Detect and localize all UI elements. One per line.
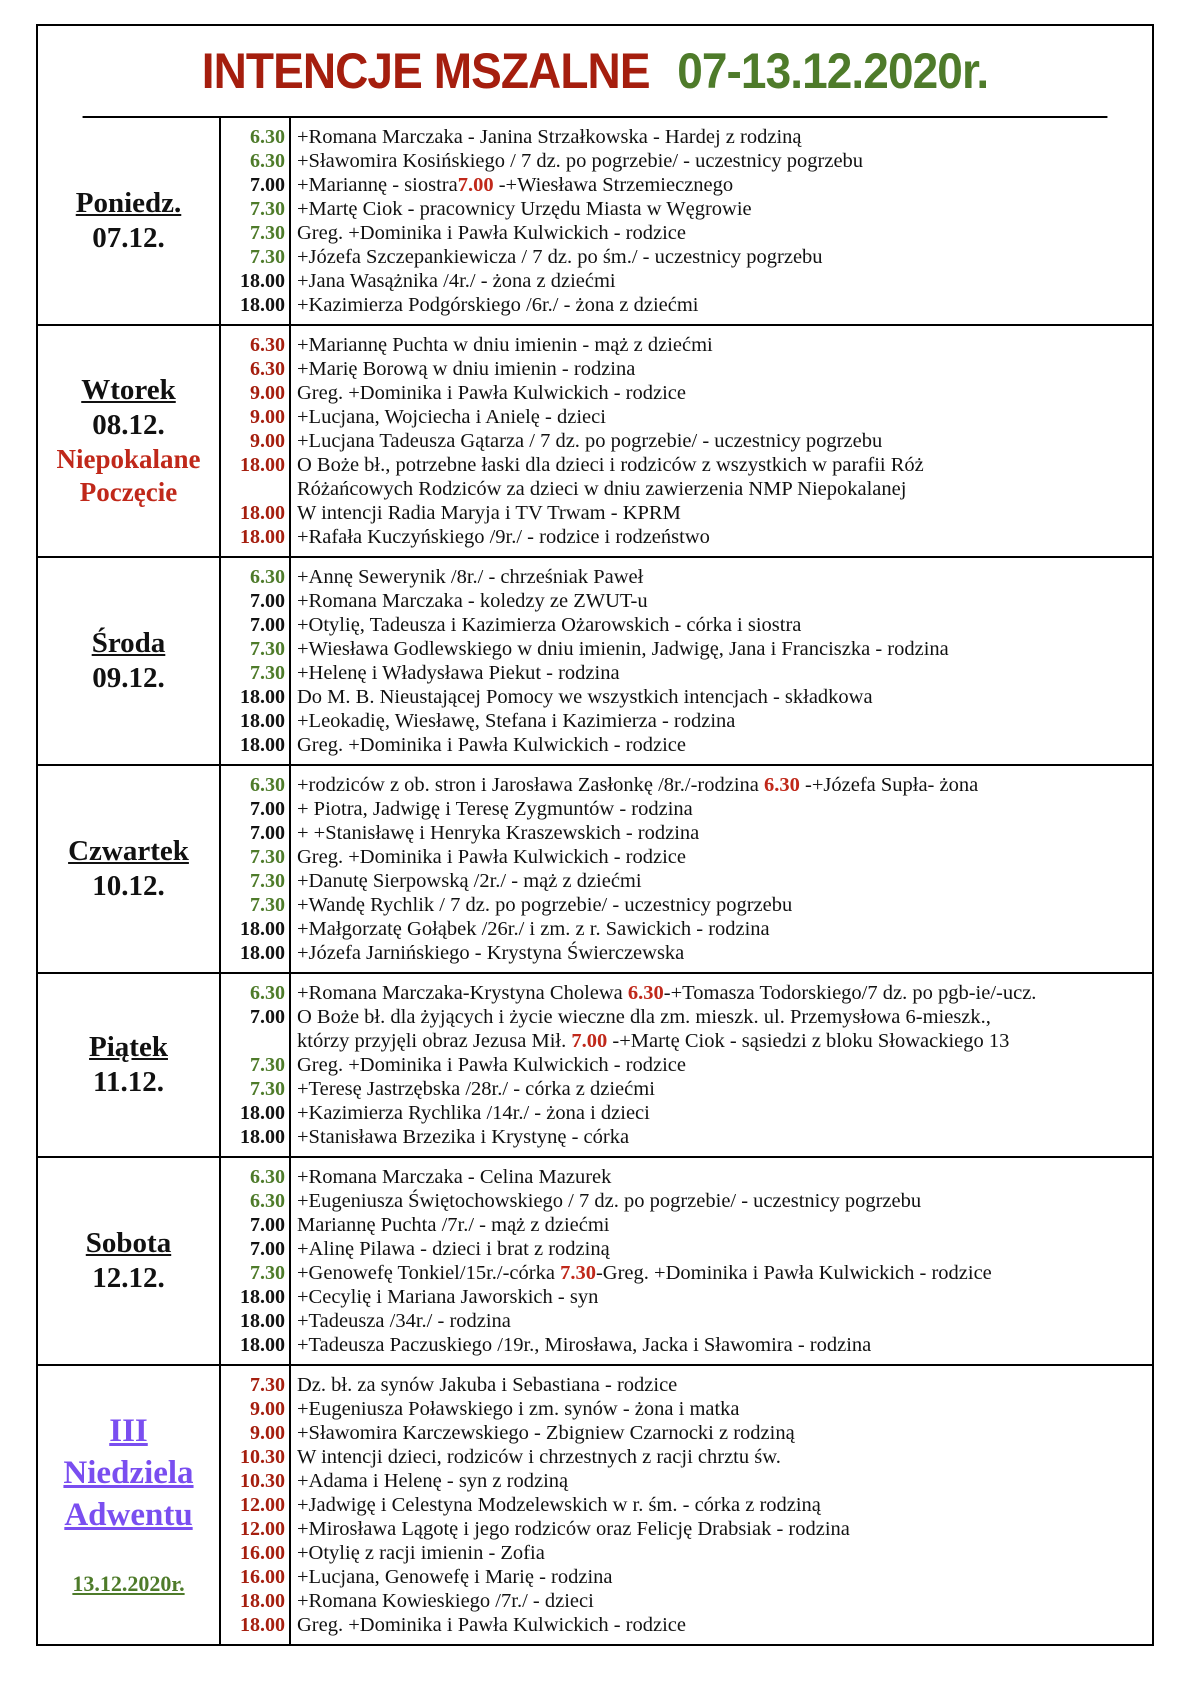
intention-text: +Otylię, Tadeusza i Kazimierza Ożarowskich - córka i siostra	[297, 614, 802, 636]
intention-text: Greg. +Dominika i Pawła Kulwickich - rodzice	[297, 734, 686, 756]
mass-time: 6.30	[250, 334, 285, 356]
day-name: Piątek	[89, 1031, 168, 1063]
mass-time: 7.30	[250, 870, 285, 892]
intention-text: Greg. +Dominika i Pawła Kulwickich - rodzice	[297, 846, 686, 868]
intention-text: +Wandę Rychlik / 7 dz. po pogrzebie/ - uczestnicy pogrzebu	[297, 894, 793, 916]
intention-text: +Cecylię i Mariana Jaworskich - syn	[297, 1286, 599, 1308]
day-name: Poniedz.	[75, 187, 182, 219]
day-date: 12.12.	[92, 1262, 165, 1294]
intention-text: +Annę Sewerynik /8r./ - chrześniak Paweł	[297, 566, 644, 588]
inline-mass-time: 7.30	[560, 1262, 596, 1284]
intentions-column	[291, 1158, 1152, 1364]
mass-time: 9.00	[250, 430, 285, 452]
intention-text: +Leokadię, Wiesławę, Stefana i Kazimierza - rodzina	[297, 710, 736, 732]
intention-text: +Małgorzatę Gołąbek /26r./ i zm. z r. Sawickich - rodzina	[297, 918, 770, 940]
mass-time: 6.30	[250, 358, 285, 380]
sunday-date: 13.12.2020r.	[72, 1570, 185, 1596]
intention-text: +Lucjana, Wojciecha i Anielę - dzieci	[297, 406, 606, 428]
day-label-cell	[38, 326, 221, 556]
day-section	[38, 766, 1152, 974]
intention-text: +Mariannę Puchta w dniu imienin - mąż z dziećmi	[297, 334, 713, 356]
intention-text: +Romana Marczaka-Krystyna Cholewa 6.30-+Tomasza Todorskiego/7 dz. po pgb-ie/-ucz.	[297, 982, 1037, 1004]
mass-time: 18.00	[240, 502, 285, 524]
mass-time: 7.00	[250, 614, 285, 636]
feast-name: Poczęcie	[79, 477, 178, 507]
intention-text: +Rafała Kuczyńskiego /9r./ - rodzice i rodzeństwo	[297, 526, 710, 548]
intention-text: Różańcowych Rodziców za dzieci w dniu zawierzenia NMP Niepokalanej	[297, 478, 907, 500]
mass-time: 7.30	[250, 198, 285, 220]
sunday-name-line: Niedziela	[63, 1454, 194, 1491]
mass-intentions-sheet	[36, 24, 1154, 1646]
mass-time: 18.00	[240, 1310, 285, 1332]
mass-time: 7.30	[250, 1374, 285, 1396]
intention-text: Dz. bł. za synów Jakuba i Sebastiana - rodzice	[297, 1374, 678, 1396]
day-name: Sobota	[85, 1227, 172, 1259]
intention-text: W intencji dzieci, rodziców i chrzestnych z racji chrztu św.	[297, 1446, 781, 1468]
intention-text: Greg. +Dominika i Pawła Kulwickich - rodzice	[297, 1054, 686, 1076]
mass-time: 6.30	[250, 126, 285, 148]
mass-time: 6.30	[250, 982, 285, 1004]
mass-time: 7.00	[250, 590, 285, 612]
mass-time: 18.00	[240, 686, 285, 708]
day-name: Czwartek	[68, 835, 189, 867]
mass-time: 6.30	[250, 1190, 285, 1212]
intentions-column	[291, 766, 1152, 972]
intention-text: +rodziców z ob. stron i Jarosława Zasłonkę /8r./-rodzina 6.30 -+Józefa Supła- żona	[297, 774, 979, 796]
day-section	[38, 558, 1152, 766]
inline-mass-time: 6.30	[764, 774, 800, 796]
mass-time: 16.00	[240, 1542, 285, 1564]
mass-time: 18.00	[240, 1614, 285, 1636]
intention-text: +Józefa Szczepankiewicza / 7 dz. po śm./ - uczestnicy pogrzebu	[297, 246, 823, 268]
mass-time: 18.00	[240, 1286, 285, 1308]
intention-text: +Genowefę Tonkiel/15r./-córka 7.30-Greg. +Dominika i Pawła Kulwickich - rodzice	[297, 1262, 992, 1284]
mass-time: 18.00	[240, 942, 285, 964]
mass-time: 7.00	[250, 1006, 285, 1028]
sunday-name-line: III	[109, 1412, 148, 1449]
intention-text: +Romana Kowieskiego /7r./ - dzieci	[297, 1590, 594, 1612]
times-column	[221, 326, 291, 556]
intention-text: +Stanisława Brzezika i Krystynę - córka	[297, 1126, 630, 1148]
mass-time: 6.30	[250, 774, 285, 796]
mass-time: 7.30	[250, 662, 285, 684]
intention-text: +Romana Marczaka - Celina Mazurek	[297, 1166, 612, 1188]
mass-time: 9.00	[250, 406, 285, 428]
intention-text: +Tadeusza Paczuskiego /19r., Mirosława, Jacka i Sławomira - rodzina	[297, 1334, 872, 1356]
day-name: Wtorek	[81, 374, 176, 406]
mass-time: 6.30	[250, 1166, 285, 1188]
intentions-column	[291, 558, 1152, 764]
mass-time: 6.30	[250, 150, 285, 172]
day-date: 09.12.	[92, 662, 165, 694]
mass-time: 18.00	[240, 1590, 285, 1612]
mass-time: 18.00	[240, 1126, 285, 1148]
intentions-column	[291, 974, 1152, 1156]
title-date-range: 07-13.12.2020r.	[677, 43, 989, 99]
mass-time: 7.30	[250, 1262, 285, 1284]
intention-text: +Helenę i Władysława Piekut - rodzina	[297, 662, 620, 684]
intention-text: W intencji Radia Maryja i TV Trwam - KPRM	[297, 502, 681, 524]
day-date: 10.12.	[92, 870, 165, 902]
times-column	[221, 118, 291, 324]
mass-time: 18.00	[240, 294, 285, 316]
intention-text: + +Stanisławę i Henryka Kraszewskich - rodzina	[297, 822, 700, 844]
times-column	[221, 766, 291, 972]
intention-text: +Romana Marczaka - koledzy ze ZWUT-u	[297, 590, 648, 612]
intention-text: +Otylię z racji imienin - Zofia	[297, 1542, 545, 1564]
day-label-cell	[38, 974, 221, 1156]
intention-text: +Martę Ciok - pracownicy Urzędu Miasta w Węgrowie	[297, 198, 752, 220]
inline-mass-time: 6.30	[627, 982, 664, 1004]
day-section	[38, 326, 1152, 558]
mass-time: 18.00	[240, 734, 285, 756]
intention-text: +Jadwigę i Celestyna Modzelewskich w r. śm. - córka z rodziną	[297, 1494, 821, 1516]
intention-text: O Boże bł. dla żyjących i życie wieczne dla zm. mieszk. ul. Przemysłowa 6-mieszk.,	[297, 1006, 991, 1028]
mass-time: 7.30	[250, 222, 285, 244]
times-column	[221, 558, 291, 764]
feast-name: Niepokalane	[56, 444, 201, 474]
intention-text: +Mariannę - siostra7.00 -+Wiesława Strzemiecznego	[297, 174, 734, 196]
day-section	[38, 1158, 1152, 1366]
day-date: 11.12.	[93, 1066, 164, 1098]
intention-text: +Danutę Sierpowską /2r./ - mąż z dziećmi	[297, 870, 642, 892]
page-title	[83, 26, 1108, 118]
intention-text: + Piotra, Jadwigę i Teresę Zygmuntów - rodzina	[297, 798, 693, 820]
intention-text: +Eugeniusza Poławskiego i zm. synów - żona i matka	[297, 1398, 740, 1420]
mass-time: 6.30	[250, 566, 285, 588]
intentions-column	[291, 118, 1152, 324]
mass-time: 10.30	[240, 1446, 285, 1468]
mass-time: 18.00	[240, 270, 285, 292]
day-label-cell	[38, 118, 221, 324]
mass-time: 16.00	[240, 1566, 285, 1588]
intention-text: +Jana Wasążnika /4r./ - żona z dziećmi	[297, 270, 616, 292]
mass-time: 7.00	[250, 822, 285, 844]
intention-text: +Kazimierza Rychlika /14r./ - żona i dzieci	[297, 1102, 650, 1124]
title-text: INTENCJE MSZALNE	[201, 43, 650, 99]
intentions-column	[291, 326, 1152, 556]
mass-time: 7.00	[250, 798, 285, 820]
mass-time: 9.00	[250, 1422, 285, 1444]
intention-text: +Sławomira Karczewskiego - Zbigniew Czarnocki z rodziną	[297, 1422, 795, 1444]
intention-text: +Tadeusza /34r./ - rodzina	[297, 1310, 511, 1332]
intention-text: +Eugeniusza Świętochowskiego / 7 dz. po pogrzebie/ - uczestnicy pogrzebu	[297, 1190, 922, 1212]
mass-time: 7.30	[250, 846, 285, 868]
mass-time: 18.00	[240, 1334, 285, 1356]
mass-time: 9.00	[250, 1398, 285, 1420]
intention-text: O Boże bł., potrzebne łaski dla dzieci i rodziców z wszystkich w parafii Róż	[297, 454, 924, 476]
mass-time: 7.00	[250, 1238, 285, 1260]
day-name: Środa	[91, 627, 166, 659]
intention-text: którzy przyjęli obraz Jezusa Mił. 7.00 -+Martę Ciok - sąsiedzi z bloku Słowackiego 13	[297, 1030, 1010, 1052]
times-column	[221, 974, 291, 1156]
intention-text: Mariannę Puchta /7r./ - mąż z dziećmi	[297, 1214, 610, 1236]
times-column	[221, 1158, 291, 1364]
day-section	[38, 118, 1152, 326]
mass-time: 7.00	[250, 1214, 285, 1236]
days-table	[38, 118, 1152, 1644]
inline-mass-time: 7.00	[457, 174, 494, 196]
mass-time: 18.00	[240, 710, 285, 732]
mass-time: 12.00	[240, 1518, 285, 1540]
intention-text: +Lucjana, Genowefę i Marię - rodzina	[297, 1566, 613, 1588]
inline-mass-time: 7.00	[571, 1030, 608, 1052]
intention-text: +Alinę Pilawa - dzieci i brat z rodziną	[297, 1238, 610, 1260]
intention-text: +Sławomira Kosińskiego / 7 dz. po pogrzebie/ - uczestnicy pogrzebu	[297, 150, 864, 172]
mass-time: 10.30	[240, 1470, 285, 1492]
mass-time: 18.00	[240, 918, 285, 940]
day-section	[38, 974, 1152, 1158]
mass-time: 7.30	[250, 894, 285, 916]
mass-time: 7.30	[250, 638, 285, 660]
mass-time: 7.30	[250, 246, 285, 268]
mass-time: 18.00	[240, 1102, 285, 1124]
mass-time: 9.00	[250, 382, 285, 404]
intention-text: Do M. B. Nieustającej Pomocy we wszystkich intencjach - składkowa	[297, 686, 873, 708]
intentions-column	[291, 1366, 1152, 1644]
mass-time: 12.00	[240, 1494, 285, 1516]
intention-text: +Wiesława Godlewskiego w dniu imienin, Jadwigę, Jana i Franciszka - rodzina	[297, 638, 949, 660]
intention-text: Greg. +Dominika i Pawła Kulwickich - rodzice	[297, 222, 686, 244]
sunday-name-line: Adwentu	[64, 1496, 193, 1533]
intention-text: +Józefa Jarnińskiego - Krystyna Świerczewska	[297, 942, 685, 964]
intention-text: +Marię Borową w dniu imienin - rodzina	[297, 358, 636, 380]
intention-text: +Mirosława Lągotę i jego rodziców oraz Felicję Drabsiak - rodzina	[297, 1518, 850, 1540]
day-label-cell	[38, 558, 221, 764]
intention-text: +Adama i Helenę - syn z rodziną	[297, 1470, 569, 1492]
intention-text: Greg. +Dominika i Pawła Kulwickich - rodzice	[297, 1614, 686, 1636]
mass-time	[221, 477, 285, 501]
intention-text: +Romana Marczaka - Janina Strzałkowska - Hardej z rodziną	[297, 126, 802, 148]
mass-time	[221, 1029, 285, 1053]
day-date: 08.12.	[92, 409, 165, 441]
mass-time: 18.00	[240, 526, 285, 548]
day-label-cell	[38, 1366, 221, 1644]
day-date: 07.12.	[92, 222, 165, 254]
mass-time: 7.00	[250, 174, 285, 196]
intention-text: Greg. +Dominika i Pawła Kulwickich - rodzice	[297, 382, 686, 404]
intention-text: +Lucjana Tadeusza Gątarza / 7 dz. po pogrzebie/ - uczestnicy pogrzebu	[297, 430, 883, 452]
intention-text: +Kazimierza Podgórskiego /6r./ - żona z dziećmi	[297, 294, 699, 316]
day-section	[38, 1366, 1152, 1644]
day-label-cell	[38, 1158, 221, 1364]
times-column	[221, 1366, 291, 1644]
mass-time: 18.00	[240, 454, 285, 476]
intention-text: +Teresę Jastrzębska /28r./ - córka z dziećmi	[297, 1078, 655, 1100]
day-label-cell	[38, 766, 221, 972]
mass-time: 7.30	[250, 1054, 285, 1076]
mass-time: 7.30	[250, 1078, 285, 1100]
